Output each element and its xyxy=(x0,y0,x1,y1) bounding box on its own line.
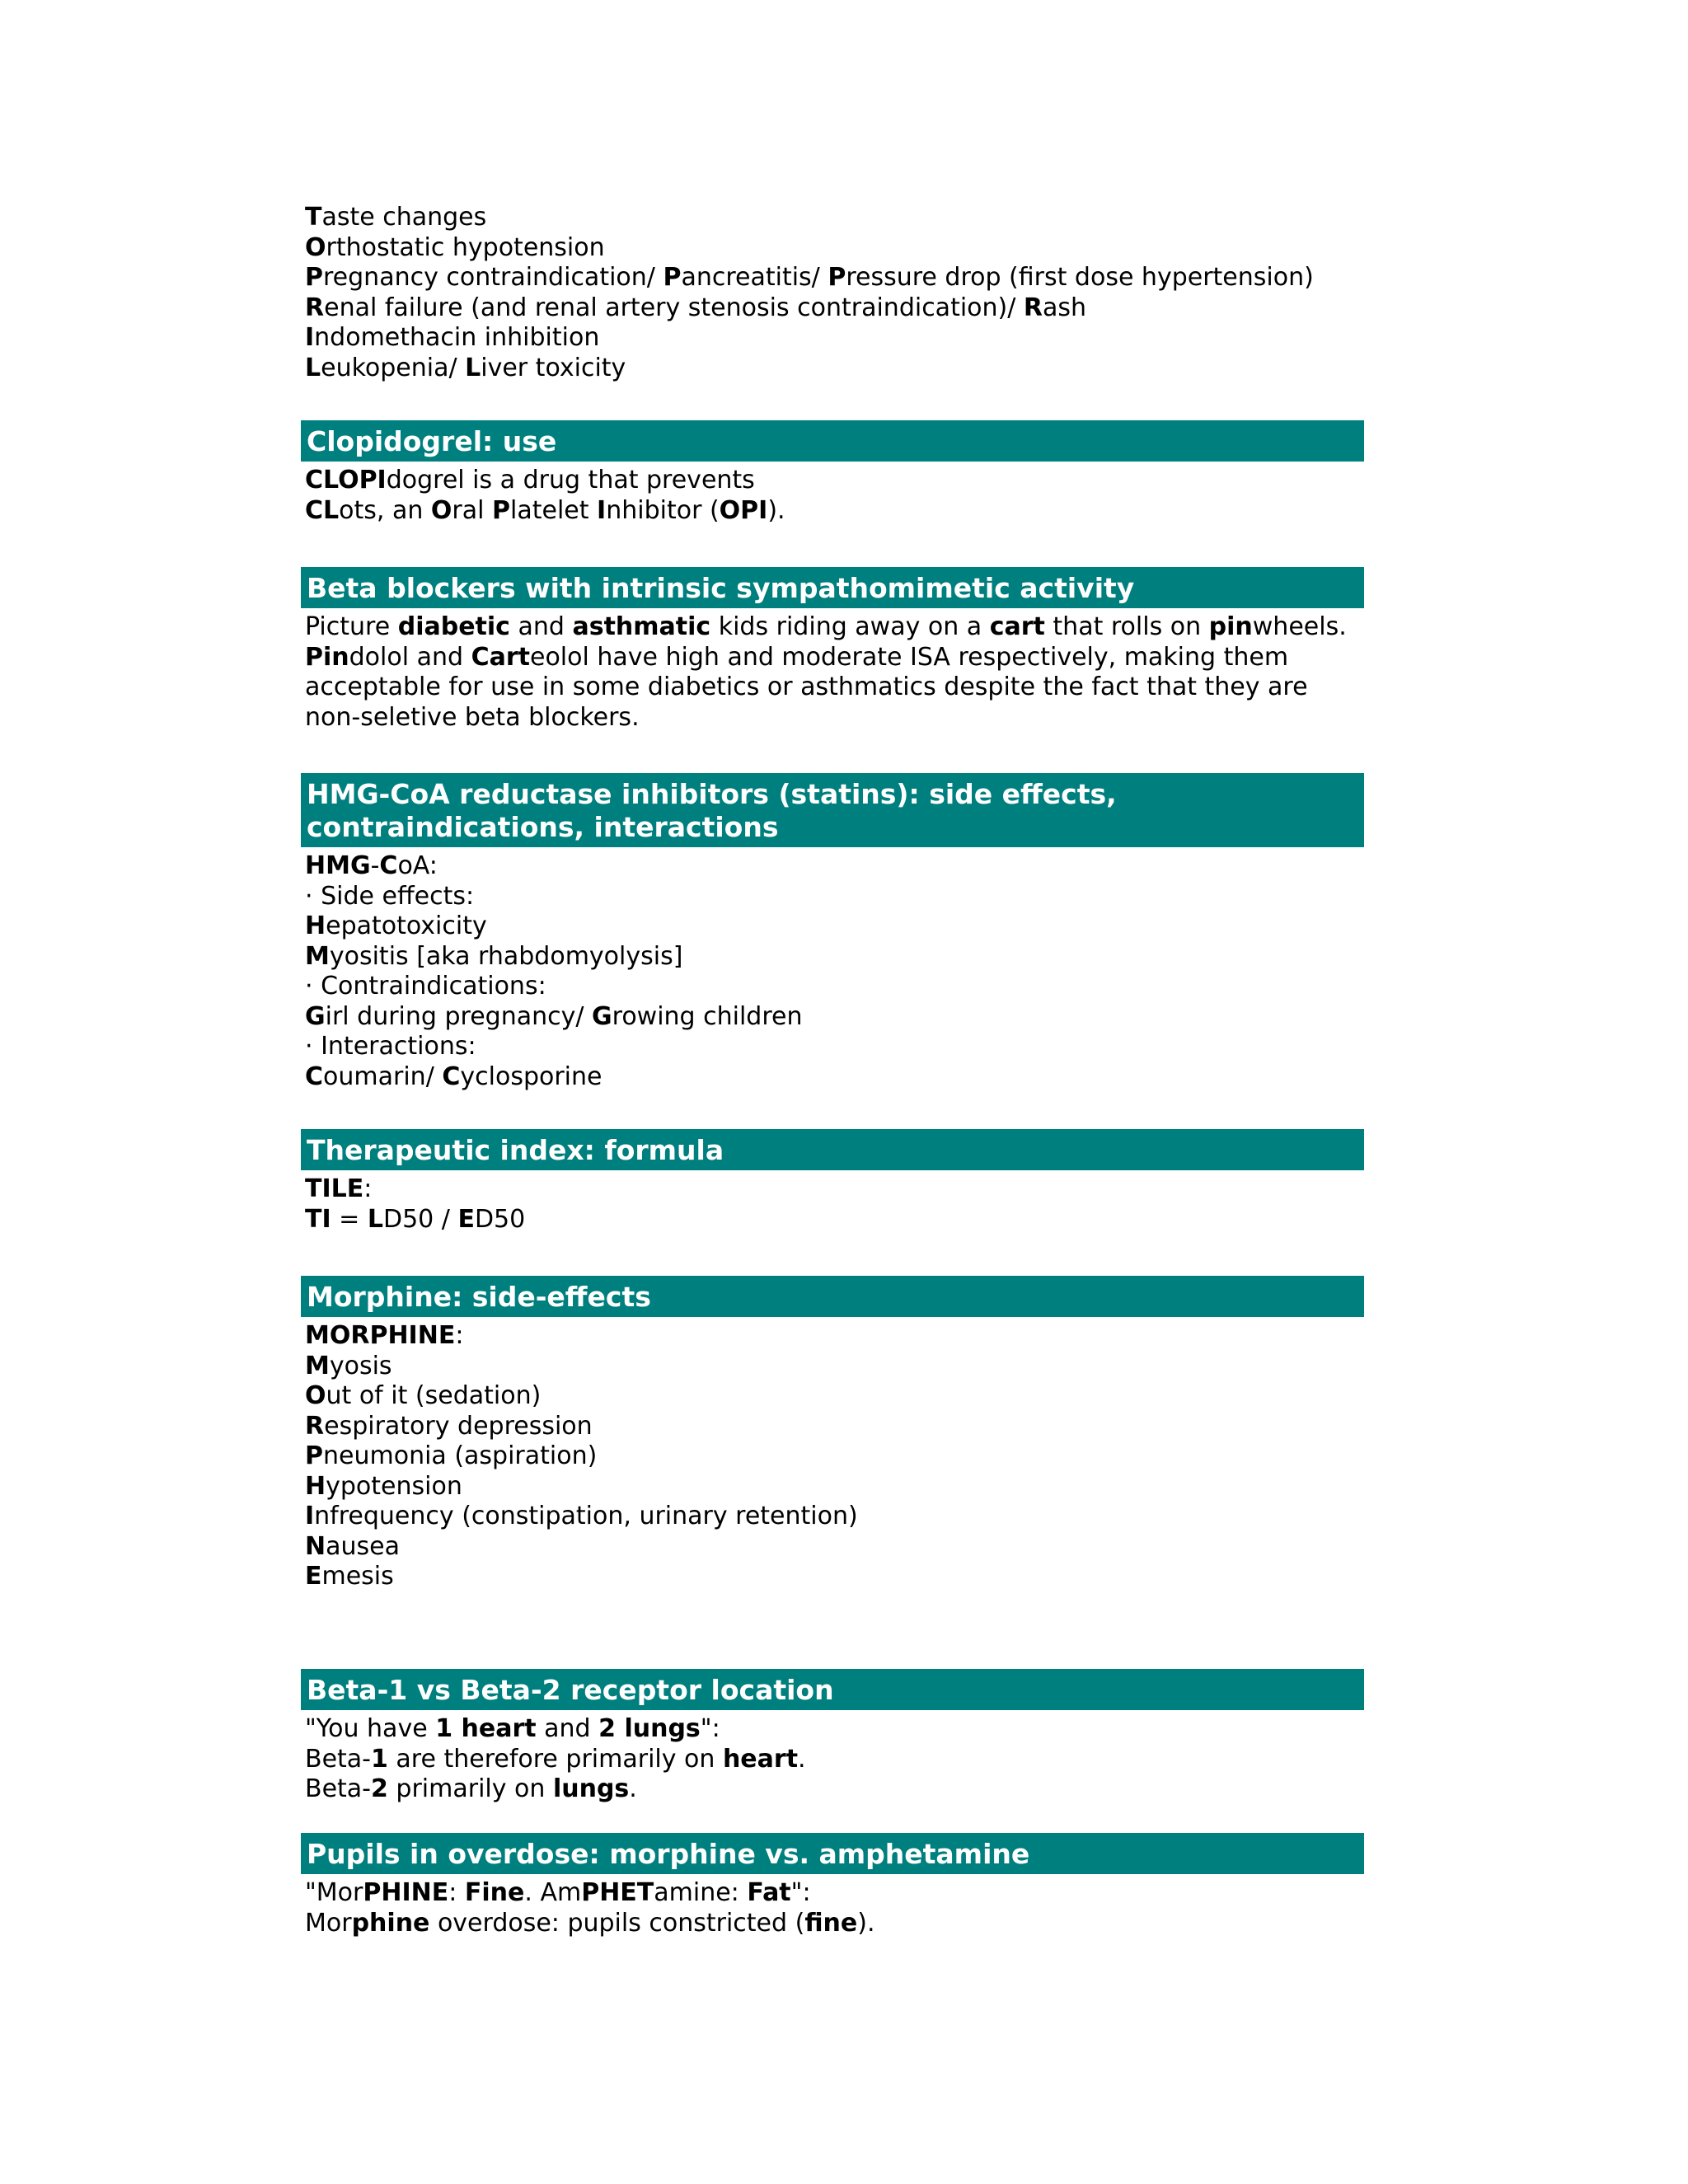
text-line xyxy=(305,1002,1364,1033)
bold-mnemonic-text: cart xyxy=(989,612,1045,641)
section-beta-blockers-isa xyxy=(301,567,1364,733)
text-run: iver toxicity xyxy=(481,353,626,382)
text-line xyxy=(305,203,1314,233)
text-run: ash xyxy=(1043,293,1087,322)
text-line xyxy=(305,1205,1364,1235)
text-run: enal failure (and renal artery stenosis contraindication)/ xyxy=(324,293,1024,322)
text-run: : xyxy=(363,1174,373,1203)
bold-mnemonic-text: E xyxy=(457,1204,475,1234)
text-run: rowing children xyxy=(612,1001,803,1031)
text-run: ": xyxy=(790,1878,811,1907)
section-body xyxy=(301,608,1364,733)
text-run: : xyxy=(448,1878,465,1907)
text-run: amine: xyxy=(654,1878,748,1907)
bold-mnemonic-text: H xyxy=(305,912,326,940)
bold-mnemonic-text: R xyxy=(1023,293,1043,322)
text-run: primarily on xyxy=(387,1774,553,1803)
text-run: ancreatitis/ xyxy=(681,263,828,292)
text-line xyxy=(305,1032,1364,1062)
text-run: Beta- xyxy=(305,1744,372,1774)
text-run: kids riding away on a xyxy=(710,612,990,641)
text-run: : xyxy=(455,1321,464,1350)
text-run: = xyxy=(331,1204,368,1234)
bold-mnemonic-text: I xyxy=(597,495,607,525)
text-run: irl during pregnancy/ xyxy=(325,1001,593,1031)
section-title: Pupils in overdose: morphine vs. amphetamine xyxy=(301,1833,1364,1874)
bold-mnemonic-text: C xyxy=(379,851,398,880)
text-run: ypotension xyxy=(326,1471,462,1501)
text-run: ). xyxy=(857,1908,875,1938)
text-run: . xyxy=(798,1744,806,1774)
text-line xyxy=(305,354,1314,384)
text-line xyxy=(305,1381,1364,1412)
text-line xyxy=(305,942,1364,972)
text-run: regnancy contraindication/ xyxy=(323,263,663,292)
bold-mnemonic-text: L xyxy=(367,1204,383,1234)
text-run: non-seletive beta blockers. xyxy=(305,702,640,732)
text-run: eukopenia/ xyxy=(321,353,466,382)
text-run: wheels. xyxy=(1252,612,1347,641)
text-run: aste changes xyxy=(321,203,487,232)
text-line xyxy=(305,612,1364,643)
text-line xyxy=(305,1441,1364,1472)
bold-mnemonic-text: L xyxy=(305,353,321,382)
bold-mnemonic-text: P xyxy=(828,263,846,292)
text-line xyxy=(305,1062,1364,1093)
text-run: Beta- xyxy=(305,1774,372,1803)
text-run: neumonia (aspiration) xyxy=(323,1441,598,1470)
bold-mnemonic-text: PHET xyxy=(581,1878,654,1907)
bold-mnemonic-text: 2 xyxy=(371,1774,388,1803)
text-run: are therefore primarily on xyxy=(387,1744,723,1774)
bold-mnemonic-text: Pin xyxy=(305,642,349,672)
text-line xyxy=(305,912,1364,942)
text-line xyxy=(305,1562,1364,1592)
text-run: D50 xyxy=(474,1204,526,1234)
text-run: ). xyxy=(767,495,785,525)
bold-mnemonic-text: R xyxy=(305,293,325,322)
text-run: . xyxy=(629,1774,637,1803)
bold-mnemonic-text: O xyxy=(305,232,326,262)
text-line xyxy=(305,323,1314,354)
text-line xyxy=(305,882,1364,912)
section-title: Morphine: side-effects xyxy=(301,1276,1364,1317)
text-run: "You have xyxy=(305,1714,436,1743)
text-run: . Am xyxy=(524,1878,582,1907)
text-line xyxy=(305,673,1364,703)
text-run: nhibitor ( xyxy=(606,495,720,525)
text-line xyxy=(305,466,1364,496)
text-line xyxy=(305,1532,1364,1563)
bold-mnemonic-text: pin xyxy=(1208,612,1253,641)
bold-mnemonic-text: C xyxy=(442,1062,461,1091)
bold-mnemonic-text: M xyxy=(305,941,330,971)
bold-mnemonic-text: 2 lungs xyxy=(598,1714,701,1743)
bold-mnemonic-text: heart xyxy=(722,1744,799,1774)
text-run: and xyxy=(509,612,573,641)
text-run: · Interactions: xyxy=(305,1032,476,1061)
section-clopidogrel xyxy=(301,420,1364,526)
text-line xyxy=(305,1909,1364,1939)
text-run: dogrel is a drug that prevents xyxy=(386,466,755,494)
text-run: · Contraindications: xyxy=(305,972,546,1001)
intro-mnemonic xyxy=(305,203,1314,383)
text-line xyxy=(305,1502,1364,1532)
bold-mnemonic-text: fine xyxy=(804,1908,858,1938)
text-line xyxy=(305,233,1314,264)
section-body xyxy=(301,1317,1364,1592)
bold-mnemonic-text: 1 xyxy=(371,1744,388,1774)
text-run: ausea xyxy=(326,1531,400,1561)
text-run: overdose: pupils constricted ( xyxy=(429,1908,805,1938)
bold-mnemonic-text: TI xyxy=(305,1204,331,1234)
bold-mnemonic-text: N xyxy=(305,1531,326,1561)
text-run: · Side effects: xyxy=(305,881,475,911)
bold-mnemonic-text: G xyxy=(305,1001,326,1031)
bold-mnemonic-text: TILE xyxy=(305,1174,364,1203)
text-line xyxy=(305,703,1364,733)
bold-mnemonic-text: 1 heart xyxy=(435,1714,537,1743)
bold-mnemonic-text: MORPHINE xyxy=(305,1321,456,1350)
section-body xyxy=(301,1170,1364,1235)
bold-mnemonic-text: M xyxy=(305,1351,330,1380)
text-line xyxy=(305,972,1364,1002)
bold-mnemonic-text: G xyxy=(592,1001,612,1031)
text-run: latelet xyxy=(510,495,598,525)
text-line xyxy=(305,263,1314,293)
text-line xyxy=(305,1745,1364,1775)
text-run: D50 / xyxy=(382,1204,458,1234)
bold-mnemonic-text: P xyxy=(492,495,511,525)
text-line xyxy=(305,643,1364,673)
text-run: yositis [aka rhabdomyolysis] xyxy=(329,941,683,971)
text-run: ral xyxy=(452,495,493,525)
section-morphine xyxy=(301,1276,1364,1592)
text-run: dolol and xyxy=(349,642,471,672)
text-line xyxy=(305,1174,1364,1205)
bold-mnemonic-text: P xyxy=(305,1441,323,1470)
bold-mnemonic-text: I xyxy=(305,323,315,352)
text-line xyxy=(305,1878,1364,1909)
text-run: ots, an xyxy=(339,495,431,525)
text-run: rthostatic hypotension xyxy=(326,232,605,262)
text-run: ": xyxy=(700,1714,720,1743)
text-run: acceptable for use in some diabetics or asthmatics despite the fact that they are xyxy=(305,673,1308,701)
text-run: ndomethacin inhibition xyxy=(314,323,600,352)
section-body xyxy=(301,847,1364,1092)
bold-mnemonic-text: Cart xyxy=(471,642,530,672)
section-statins xyxy=(301,773,1364,1092)
text-run: "Mor xyxy=(305,1878,363,1907)
text-line xyxy=(305,496,1364,527)
section-title: Beta-1 vs Beta-2 receptor location xyxy=(301,1669,1364,1710)
bold-mnemonic-text: P xyxy=(663,263,682,292)
text-run: yclosporine xyxy=(460,1062,603,1091)
bold-mnemonic-text: diabetic xyxy=(397,612,510,641)
section-pupils-overdose xyxy=(301,1833,1364,1938)
section-body xyxy=(301,1874,1364,1938)
text-run: epatotoxicity xyxy=(326,912,487,940)
bold-mnemonic-text: O xyxy=(430,495,452,525)
bold-mnemonic-text: L xyxy=(465,353,481,382)
text-line xyxy=(305,1714,1364,1745)
text-run: Picture xyxy=(305,612,398,641)
text-run: oA: xyxy=(397,851,438,880)
bold-mnemonic-text: asthmatic xyxy=(572,612,711,641)
bold-mnemonic-text: phine xyxy=(351,1908,430,1938)
text-run: ressure drop (first dose hypertension) xyxy=(846,263,1314,292)
bold-mnemonic-text: lungs xyxy=(552,1774,630,1803)
text-run: eolol have high and moderate ISA respectively, making them xyxy=(529,642,1289,672)
bold-mnemonic-text: O xyxy=(305,1381,326,1410)
text-line xyxy=(305,1352,1364,1382)
bold-mnemonic-text: Fine xyxy=(464,1878,525,1907)
text-run: nfrequency (constipation, urinary retention) xyxy=(314,1502,858,1530)
section-title: Clopidogrel: use xyxy=(301,420,1364,462)
text-run: and xyxy=(536,1714,599,1743)
bold-mnemonic-text: CLOPI xyxy=(305,466,387,494)
bold-mnemonic-text: E xyxy=(305,1562,322,1591)
bold-mnemonic-text: HMG xyxy=(305,851,371,880)
bold-mnemonic-text: T xyxy=(305,203,322,232)
section-body xyxy=(301,462,1364,526)
section-therapeutic-index xyxy=(301,1129,1364,1235)
bold-mnemonic-text: P xyxy=(305,263,323,292)
section-body xyxy=(301,1710,1364,1805)
text-line xyxy=(305,293,1314,324)
text-line xyxy=(305,1412,1364,1442)
text-run: espiratory depression xyxy=(324,1411,593,1441)
bold-mnemonic-text: OPI xyxy=(719,495,768,525)
bold-mnemonic-text: I xyxy=(305,1502,315,1530)
bold-mnemonic-text: R xyxy=(305,1411,325,1441)
bold-mnemonic-text: H xyxy=(305,1471,326,1501)
text-run: Mor xyxy=(305,1908,352,1938)
text-run: that rolls on xyxy=(1044,612,1209,641)
text-line xyxy=(305,1321,1364,1352)
text-run: - xyxy=(370,851,380,880)
text-line xyxy=(305,1472,1364,1502)
text-run: yosis xyxy=(329,1351,392,1380)
bold-mnemonic-text: CL xyxy=(305,495,340,525)
bold-mnemonic-text: C xyxy=(305,1062,324,1091)
text-line xyxy=(305,1774,1364,1805)
section-title: HMG-CoA reductase inhibitors (statins): side effects, contraindications, interactions xyxy=(301,773,1364,847)
text-run: ut of it (sedation) xyxy=(326,1381,542,1410)
text-run: mesis xyxy=(321,1562,394,1591)
text-line xyxy=(305,851,1364,882)
bold-mnemonic-text: Fat xyxy=(747,1878,791,1907)
section-title: Therapeutic index: formula xyxy=(301,1129,1364,1170)
bold-mnemonic-text: PHINE xyxy=(363,1878,449,1907)
text-run: oumarin/ xyxy=(323,1062,443,1091)
section-title: Beta blockers with intrinsic sympathomimetic activity xyxy=(301,567,1364,608)
section-beta-receptors xyxy=(301,1669,1364,1805)
